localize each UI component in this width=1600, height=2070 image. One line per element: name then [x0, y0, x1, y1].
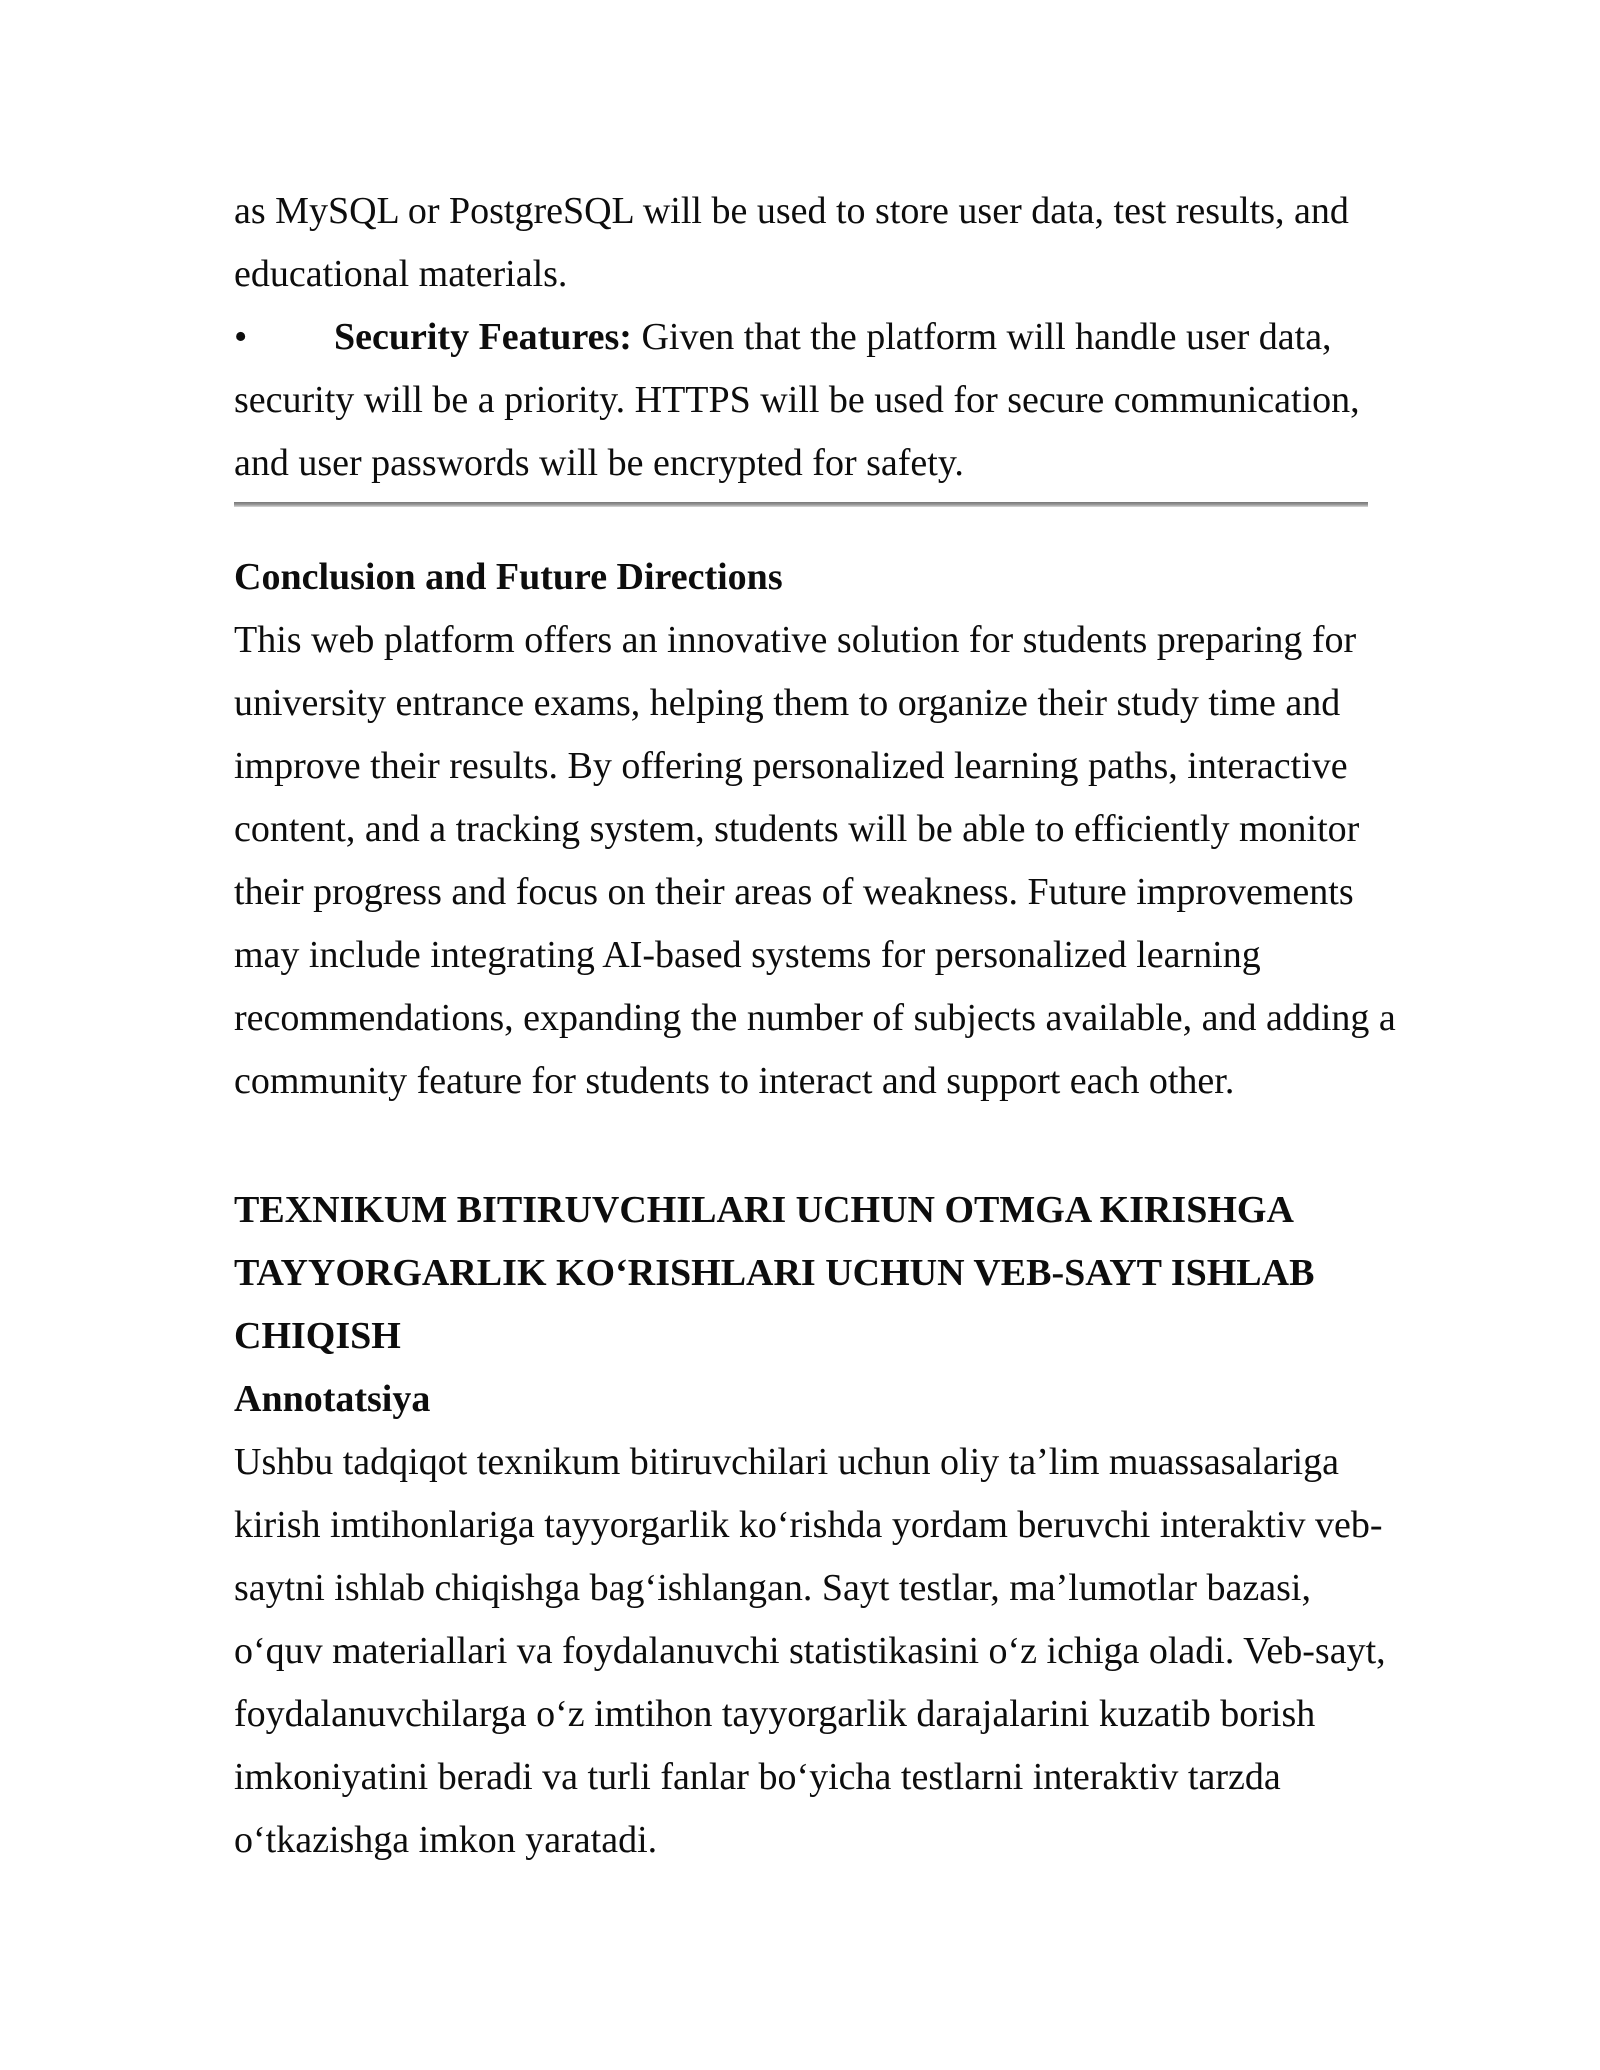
heading-annotation: Annotatsiya: [234, 1378, 431, 1420]
document-content: [234, 180, 1396, 1872]
text-line: o‘quv materiallari va foydalanuvchi statistikasini o‘z ichiga oladi. Veb-sayt,: [234, 1630, 1386, 1672]
text-line: educational materials.: [234, 253, 568, 295]
bullet-item-security-features: [234, 306, 1368, 495]
heading-line: TEXNIKUM BITIRUVCHILARI UCHUN OTMGA KIRISHGA: [234, 1189, 1294, 1231]
heading-uzbek-title: [234, 1179, 1368, 1368]
heading-conclusion: Conclusion and Future Directions: [234, 556, 783, 598]
text-line: content, and a tracking system, students will be able to efficiently monitor: [234, 808, 1360, 850]
text-line: foydalanuvchilarga o‘z imtihon tayyorgarlik darajalarini kuzatib borish: [234, 1693, 1316, 1735]
text-line: improve their results. By offering personalized learning paths, interactive: [234, 745, 1348, 787]
paragraph-conclusion: [234, 609, 1396, 1113]
bullet-text: Given that the platform will handle user data,: [631, 316, 1332, 358]
text-line: saytni ishlab chiqishga bag‘ishlangan. Sayt testlar, ma’lumotlar bazasi,: [234, 1567, 1311, 1609]
text-line: kirish imtihonlariga tayyorgarlik ko‘rishda yordam beruvchi interaktiv veb-: [234, 1504, 1383, 1546]
text-line: Ushbu tadqiqot texnikum bitiruvchilari uchun oliy ta’lim muassasalariga: [234, 1441, 1339, 1483]
blank-line: [234, 1113, 1368, 1179]
bullet-first-line: [234, 306, 1368, 369]
heading-line: TAYYORGARLIK KO‘RISHLARI UCHUN VEB-SAYT ISHLAB: [234, 1252, 1315, 1294]
horizontal-divider: [234, 502, 1368, 507]
text-line: recommendations, expanding the number of subjects available, and adding a: [234, 997, 1396, 1039]
text-line: and user passwords will be encrypted for safety.: [234, 442, 964, 484]
paragraph-annotation: [234, 1431, 1386, 1872]
text-line: as MySQL or PostgreSQL will be used to store user data, test results, and: [234, 190, 1349, 232]
text-line: o‘tkazishga imkon yaratadi.: [234, 1819, 658, 1861]
bullet-label: Security Features:: [334, 316, 632, 358]
text-line: their progress and focus on their areas of weakness. Future improvements: [234, 871, 1354, 913]
text-line: may include integrating AI-based systems for personalized learning: [234, 934, 1261, 976]
text-line: imkoniyatini beradi va turli fanlar bo‘yicha testlarni interaktiv tarzda: [234, 1756, 1281, 1798]
text-line: community feature for students to interact and support each other.: [234, 1060, 1235, 1102]
bullet-icon: •: [234, 316, 248, 358]
text-line: university entrance exams, helping them to organize their study time and: [234, 682, 1341, 724]
paragraph-continuation: [234, 180, 1368, 306]
text-line: security will be a priority. HTTPS will be used for secure communication,: [234, 379, 1360, 421]
text-line: This web platform offers an innovative solution for students preparing for: [234, 619, 1357, 661]
heading-line: CHIQISH: [234, 1315, 401, 1357]
